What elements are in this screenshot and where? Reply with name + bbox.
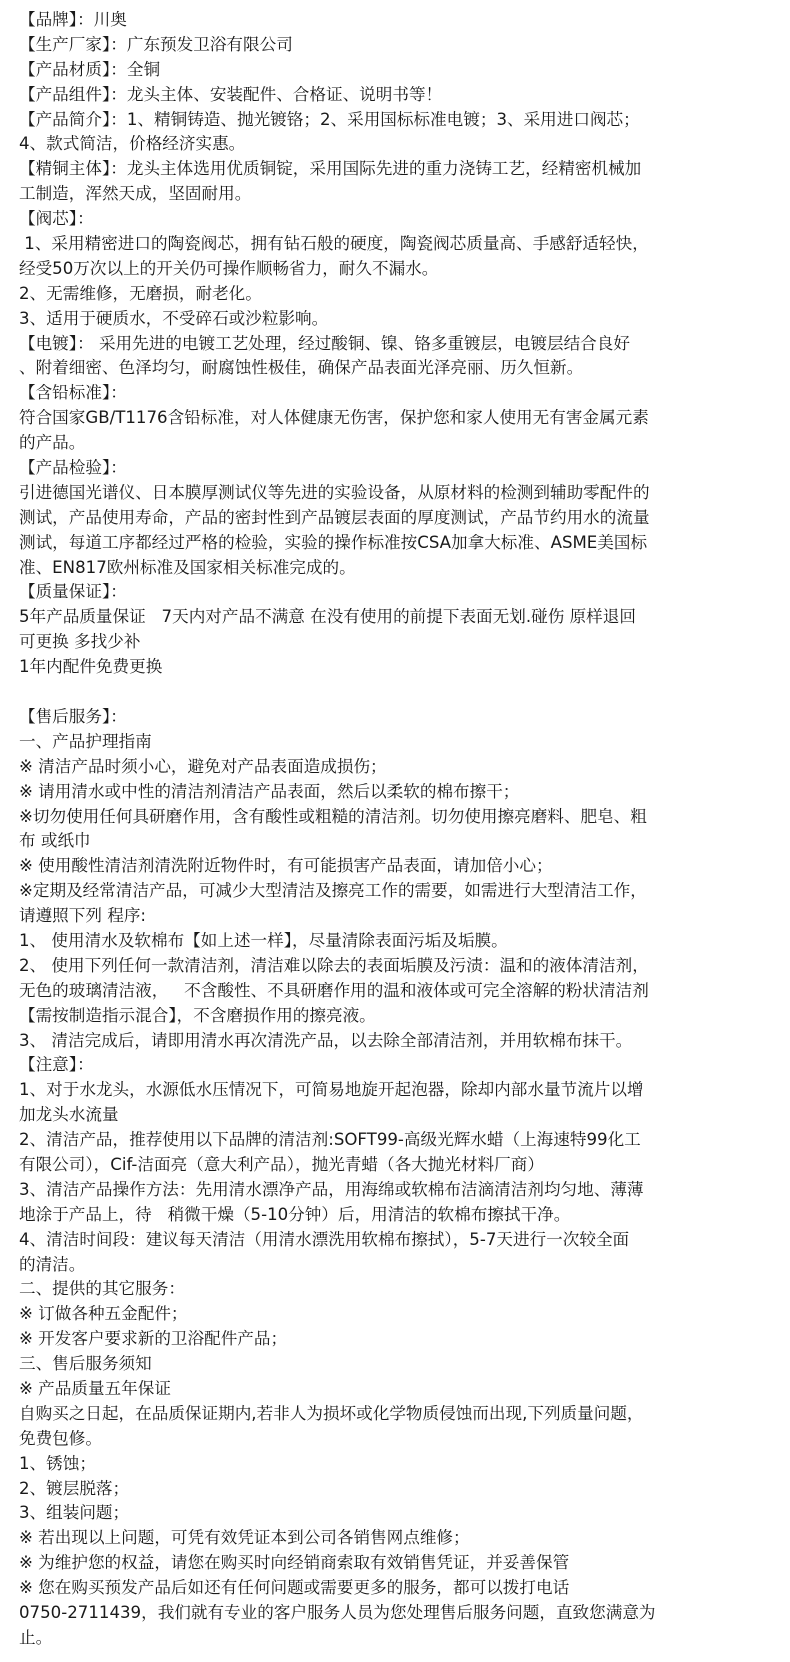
text-line: 请遵照下列 程序: [19, 906, 147, 926]
text-line: 【质量保证】： [19, 582, 127, 602]
text-line: ※ 若出现以上问题，可凭有效凭证本到公司各销售网点维修； [19, 1528, 470, 1548]
text-line: 二、提供的其它服务： [19, 1279, 185, 1299]
text-line: ※ 请用清水或中性的清洁剂清洁产品表面，然后以柔软的棉布擦干； [19, 781, 520, 801]
text-line: 【阀芯】： [19, 209, 94, 229]
text-line: 1年内配件免费更换 [19, 657, 163, 677]
product-description-document [19, 8, 779, 1651]
text-line: 【产品检验】： [19, 458, 127, 478]
text-line: 【产品组件】：龙头主体、安装配件、合格证、说明书等！ [19, 84, 443, 104]
text-line: 【精铜主体】：龙头主体选用优质铜锭，采用国际先进的重力浇铸工艺，经精密机械加 [19, 159, 642, 179]
text-line: 【含铅标准】： [19, 383, 127, 403]
text-line: 2、 使用下列任何一款清洁剂，清洁难以除去的表面垢膜及污渍：温和的液体清洁剂， [19, 955, 649, 975]
text-line: ※ 产品质量五年保证 [19, 1378, 171, 1398]
text-line: 无色的玻璃清洁液， 不含酸性、不具研磨作用的温和液体或可完全溶解的粉状清洁剂 [19, 980, 649, 1000]
text-line: 5年产品质量保证 7天内对产品不满意 在没有使用的前提下表面无划.碰伤 原样退回 [19, 607, 636, 627]
text-line: 4、清洁时间段：建议每天清洁（用清水漂洗用软棉布擦拭），5-7天进行一次较全面 [19, 1229, 630, 1249]
text-line: 【生产厂家】：广东预发卫浴有限公司 [19, 34, 293, 54]
blank-line [19, 680, 779, 705]
text-line: 2、清洁产品，推荐使用以下品牌的清洁剂:SOFT99-高级光辉水蜡（上海速特99化工 [19, 1130, 641, 1150]
text-line: ※ 为维护您的权益，请您在购买时向经销商索取有效销售凭证，并妥善保管 [19, 1553, 570, 1573]
text-line: 【需按制造指示混合】，不含磨损作用的擦亮液。 [19, 1005, 376, 1025]
text-line: 1、对于水龙头，水源低水压情况下，可简易地旋开起泡器，除却内部水量节流片以增 [19, 1080, 644, 1100]
text-line: 0750-2711439，我们就有专业的客户服务人员为您处理售后服务问题，直致您满意为 [19, 1603, 656, 1622]
text-line: 3、清洁产品操作方法：先用清水漂净产品，用海绵或软棉布洁滴清洁剂均匀地、薄薄 [19, 1179, 644, 1199]
text-line: 经受50万次以上的开关仍可操作顺畅省力，耐久不漏水。 [19, 258, 439, 278]
text-line: 3、 清洁完成后，请即用清水再次清洗产品，以去除全部清洁剂，并用软棉布抹干。 [19, 1030, 633, 1050]
text-line: 测试，产品使用寿命，产品的密封性到产品镀层表面的厚度测试，产品节约用水的流量 [19, 507, 650, 527]
text-line: 的产品。 [19, 433, 86, 453]
text-line: 【售后服务】： [19, 706, 127, 726]
text-line: 工制造，浑然天成，坚固耐用。 [19, 184, 252, 204]
text-line: 可更换 多找少补 [19, 632, 141, 652]
text-line: ※ 开发客户要求新的卫浴配件产品； [19, 1329, 288, 1349]
text-line: 地涂于产品上，待 稍微干燥（5-10分钟）后，用清洁的软棉布擦拭干净。 [19, 1204, 571, 1224]
text-line: 准、EN817欧州标准及国家相关标准完成的。 [19, 557, 356, 577]
text-line: 符合国家GB/T1176含铅标准，对人体健康无伤害，保护您和家人使用无有害金属元素 [19, 408, 649, 428]
text-line: 1、采用精密进口的陶瓷阀芯，拥有钻石般的硬度，陶瓷阀芯质量高、手感舒适轻快， [19, 234, 649, 254]
text-line: 3、适用于硬质水，不受碎石或沙粒影响。 [19, 308, 329, 328]
text-line: 布 或纸巾 [19, 831, 91, 851]
text-line: ※ 清洁产品时须小心，避免对产品表面造成损伤； [19, 756, 387, 776]
text-line: 1、锈蚀； [19, 1453, 96, 1473]
text-line: ※ 订做各种五金配件； [19, 1304, 188, 1324]
text-line: 三、售后服务须知 [19, 1354, 152, 1374]
text-line: 1、 使用清水及软棉布【如上述一样】，尽量清除表面污垢及垢膜。 [19, 930, 508, 950]
text-line: 【电镀】： 采用先进的电镀工艺处理，经过酸铜、镍、铬多重镀层，电镀层结合良好 [19, 333, 630, 353]
text-line: 【品牌】：川奥 [19, 10, 127, 29]
text-line: ※ 使用酸性清洁剂清洗附近物件时，有可能损害产品表面，请加倍小心； [19, 856, 553, 876]
text-line: 2、无需维修，无磨损，耐老化。 [19, 283, 262, 303]
text-line: 2、镀层脱落； [19, 1478, 130, 1498]
text-line: 4、款式简洁，价格经济实惠。 [19, 134, 246, 154]
text-line: 测试，每道工序都经过严格的检验，实验的操作标准按CSA加拿大标准、ASME美国标 [19, 532, 648, 552]
text-line: 【注意】： [19, 1055, 94, 1075]
text-line: 3、组装问题； [19, 1503, 130, 1523]
text-line: 【产品材质】：全铜 [19, 59, 161, 79]
text-line: ※ 您在购买预发产品后如还有任何问题或需要更多的服务，都可以拨打电话 [19, 1578, 570, 1598]
text-line: 、附着细密、色泽均匀，耐腐蚀性极佳，确保产品表面光泽亮丽、历久恒新。 [19, 358, 584, 378]
text-line: 加龙头水流量 [19, 1105, 119, 1125]
text-line: 自购买之日起，在品质保证期内,若非人为损坏或化学物质侵蚀而出现,下列质量问题， [19, 1403, 644, 1423]
text-line: 有限公司），Cif-洁面亮（意大利产品），抛光青蜡（各大抛光材料厂商） [19, 1154, 544, 1174]
text-line: 一、产品护理指南 [19, 731, 152, 751]
text-line: 引进德国光谱仪、日本膜厚测试仪等先进的实验设备，从原材料的检测到辅助零配件的 [19, 482, 650, 502]
text-line: 的清洁。 [19, 1254, 86, 1274]
text-line: ※定期及经常清洁产品，可减少大型清洁及擦亮工作的需要，如需进行大型清洁工作， [19, 881, 647, 901]
text-line: 【产品简介】：1、精铜铸造、抛光镀铬；2、采用国标标准电镀；3、采用进口阀芯； [19, 109, 640, 129]
text-line: ※切勿使用任何具研磨作用，含有酸性或粗糙的清洁剂。切勿使用擦亮磨料、肥皂、粗 [19, 806, 647, 826]
text-line: 免费包修。 [19, 1428, 102, 1448]
text-line: 止。 [19, 1627, 53, 1647]
